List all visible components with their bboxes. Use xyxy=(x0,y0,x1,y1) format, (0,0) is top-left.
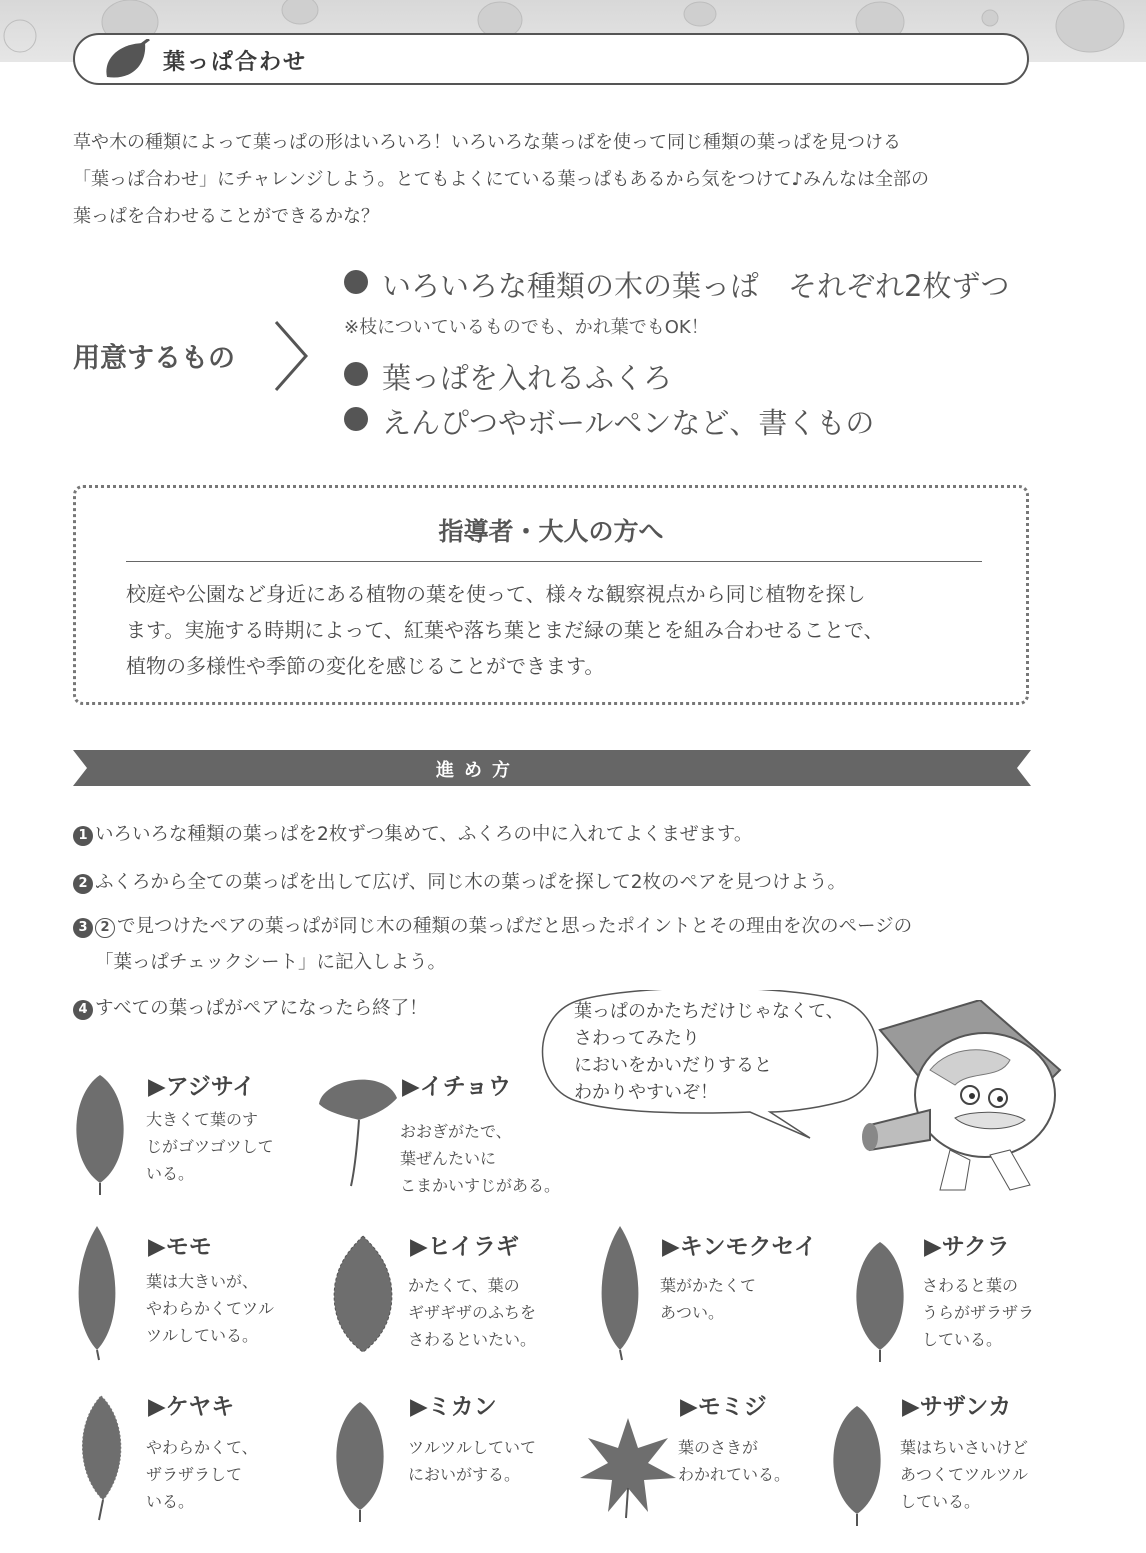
leaf-description xyxy=(900,1434,1028,1515)
leaf-name: ▶イチョウ xyxy=(402,1074,511,1100)
bubble-line: わかりやすいぞ！ xyxy=(574,1082,718,1103)
leaf-name: ▶モミジ xyxy=(680,1394,767,1420)
leaf-description-line: している。 xyxy=(922,1330,1003,1349)
leaf-description xyxy=(146,1268,274,1349)
step-item xyxy=(73,994,428,1020)
guide-line-text: 校庭や公園など身近にある植物の葉を使って、様々な観察視点から同じ植物を探し xyxy=(126,582,866,606)
prep-item-text: いろいろな種類の木の葉っぱ それぞれ2枚ずつ xyxy=(382,269,1010,303)
leaf-name: ▶アジサイ xyxy=(148,1074,256,1100)
leaf-description-line: ギザギザのふちを xyxy=(408,1303,537,1322)
prep-item-text: 葉っぱを入れるふくろ xyxy=(382,361,673,395)
leaf-name: ▶キンモクセイ xyxy=(662,1234,817,1260)
leaf-description-line: している。 xyxy=(900,1492,981,1511)
leaf-name: ▶サザンカ xyxy=(902,1394,1012,1420)
leaf-description-line: さわると葉の xyxy=(922,1276,1019,1295)
leaf-description-line: 葉のさきが xyxy=(678,1438,759,1457)
intro-line: 葉っぱを合わせることができるかな？ xyxy=(73,206,379,227)
leaf-name: ▶ケヤキ xyxy=(148,1394,235,1420)
step-number: 4 xyxy=(73,1000,93,1020)
step-number: 2 xyxy=(73,874,93,894)
step-text: で見つけたペアの葉っぱが同じ木の種類の葉っぱだと思ったポイントとその理由を次のページの xyxy=(117,916,913,937)
leaf-name: ▶ヒイラギ xyxy=(410,1234,519,1260)
step-item xyxy=(73,912,912,938)
step-text: すべての葉っぱがペアになったら終了！ xyxy=(95,998,428,1019)
bullet-icon xyxy=(344,362,368,386)
leaf-description-line: 葉は大きいが、 xyxy=(146,1272,259,1291)
guide-line-text: 植物の多様性や季節の変化を感じることができます。 xyxy=(126,654,605,678)
leaf-description-line: ザラザラして xyxy=(146,1465,243,1484)
section-title: 進め方 xyxy=(436,760,520,781)
leaf-description xyxy=(408,1272,536,1353)
step-ref-number: 2 xyxy=(95,918,115,938)
leaf-description-line: かたくて、葉の xyxy=(408,1276,520,1295)
step-text: ふくろから全ての葉っぱを出して広げ、同じ木の葉っぱを探して2枚のペアを見つけよう。 xyxy=(95,872,847,893)
leaf-description-line: うらがザラザラ xyxy=(922,1303,1035,1322)
leaf-description xyxy=(660,1272,756,1326)
prep-item xyxy=(344,401,874,442)
bubble-text xyxy=(574,998,844,1106)
guide-line-text: ます。実施する時期によって、紅葉や落ち葉とまだ緑の葉とを組み合わせることで、 xyxy=(126,618,884,642)
leaf-name: ▶ミカン xyxy=(410,1394,497,1420)
guide-title: 指導者・大人の方へ xyxy=(438,517,664,546)
leaf-name: ▶モモ xyxy=(148,1234,212,1260)
step-text: いろいろな種類の葉っぱを2枚ずつ集めて、ふくろの中に入れてよくまぜます。 xyxy=(95,824,753,845)
leaf-description-line: あつい。 xyxy=(660,1303,725,1322)
leaf-description-line: おおぎがたで、 xyxy=(400,1122,512,1141)
leaf-description-line: 大きくて葉のす xyxy=(146,1110,259,1129)
leaf-description-line: いる。 xyxy=(146,1492,195,1511)
intro-line: 草や木の種類によって葉っぱの形はいろいろ！いろいろな葉っぱを使って同じ種類の葉っぱを見つける xyxy=(73,132,901,153)
leaf-illustration-icon xyxy=(822,1396,902,1541)
prep-note: ※枝についているものでも、かれ葉でもOK！ xyxy=(344,317,709,338)
leaf-illustration-icon xyxy=(325,1232,405,1377)
leaf-name: ▶サクラ xyxy=(924,1234,1010,1260)
leaf-illustration-icon xyxy=(65,1388,145,1533)
chevron-right-icon xyxy=(270,318,314,394)
prep-label: 用意するもの xyxy=(73,343,235,374)
prep-item xyxy=(344,264,1009,305)
leaf-illustration-icon xyxy=(588,1222,668,1367)
step-number: 3 xyxy=(73,918,93,938)
leaf-description-line: あつくてツルツル xyxy=(900,1465,1029,1484)
leaf-description-line: さわるといたい。 xyxy=(408,1330,537,1349)
intro-line: 「葉っぱ合わせ」にチャレンジしよう。とてもよくにている葉っぱもあるから気をつけて♪みんなは全部の xyxy=(73,169,930,190)
mascot-character xyxy=(860,1000,1090,1200)
leaf-description-line: こまかいすじがある。 xyxy=(400,1176,561,1195)
leaf-description xyxy=(678,1434,790,1488)
leaf-illustration-icon xyxy=(325,1392,405,1537)
leaf-description-line: わかれている。 xyxy=(678,1465,791,1484)
step-item xyxy=(73,820,752,846)
leaf-description-line: 葉はちいさいけど xyxy=(900,1438,1029,1457)
page-title: 葉っぱ合わせ xyxy=(163,50,308,75)
leaf-description-line: じがゴツゴツして xyxy=(146,1137,274,1156)
leaf-illustration-icon xyxy=(65,1222,145,1367)
bubble-line: においをかいだりすると xyxy=(574,1055,772,1076)
leaf-description-line: やわらかくて、 xyxy=(146,1438,258,1457)
leaf-description-line: 葉がかたくて xyxy=(660,1276,757,1295)
bullet-icon xyxy=(344,407,368,431)
leaf-description-line: ツルしている。 xyxy=(146,1326,259,1345)
leaf-description-line: いる。 xyxy=(146,1164,195,1183)
intro-paragraph xyxy=(73,124,1043,235)
title-pill xyxy=(73,33,1029,85)
bubble-line: 葉っぱのかたちだけじゃなくて、 xyxy=(574,1001,844,1022)
bullet-icon xyxy=(344,270,368,294)
leaf-description xyxy=(146,1434,258,1515)
leaf-description-line: やわらかくてツル xyxy=(146,1299,275,1318)
leaf-description xyxy=(922,1272,1034,1353)
leaf-illustration-icon xyxy=(65,1065,145,1210)
leaf-icon xyxy=(101,39,153,83)
prep-item xyxy=(344,356,672,397)
leaf-description xyxy=(408,1434,536,1488)
divider xyxy=(126,561,982,562)
leaf-description-line: においがする。 xyxy=(408,1465,521,1484)
step-item xyxy=(73,868,846,894)
leaf-illustration-icon xyxy=(568,1408,688,1553)
leaf-description xyxy=(146,1106,274,1187)
step-text: 「葉っぱチェックシート」に記入しよう。 xyxy=(95,952,446,973)
leaf-illustration-icon xyxy=(845,1232,925,1377)
leaf-description-line: ツルツルしていて xyxy=(408,1438,537,1457)
step-number: 1 xyxy=(73,826,93,846)
step-item-continued xyxy=(95,948,446,974)
guide-box xyxy=(73,485,1029,705)
bubble-line: さわってみたり xyxy=(574,1028,700,1049)
prep-item-text: えんぴつやボールペンなど、書くもの xyxy=(382,406,875,440)
guide-body xyxy=(126,576,996,684)
leaf-description-line: 葉ぜんたいに xyxy=(400,1149,497,1168)
leaf-description xyxy=(400,1118,560,1199)
